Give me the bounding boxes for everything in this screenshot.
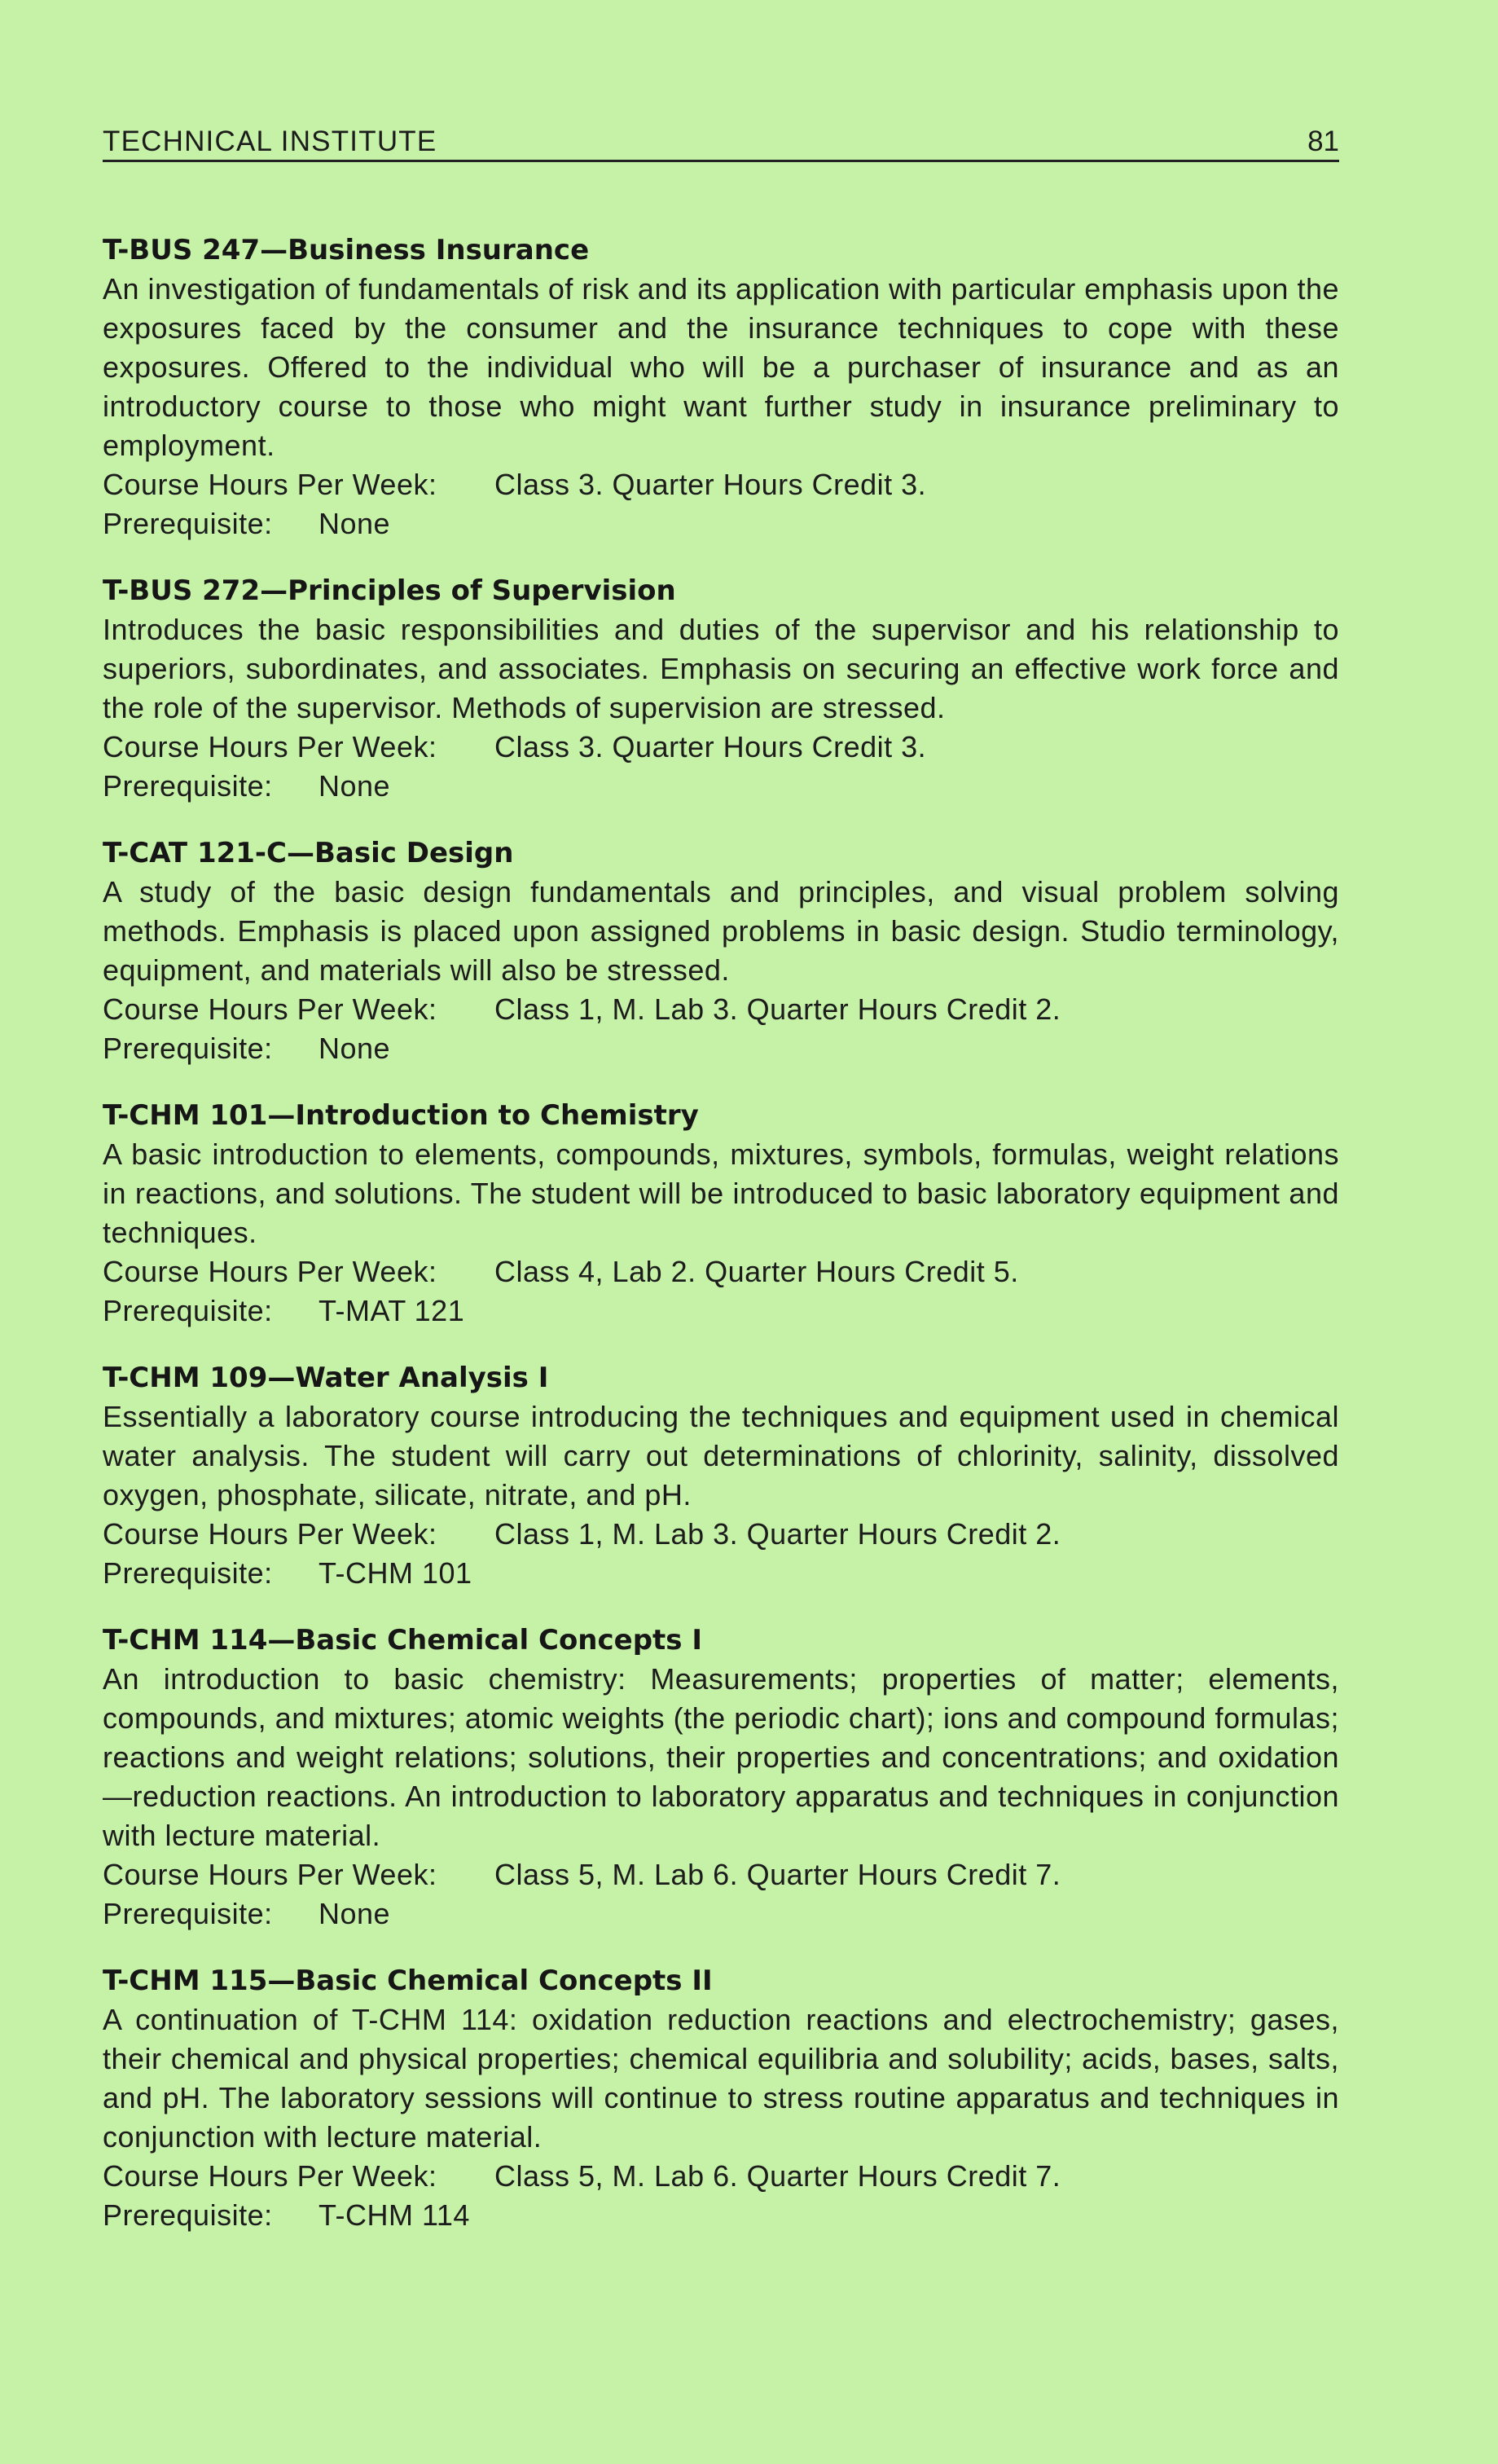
prerequisite-value: None (318, 1032, 391, 1065)
course-title: T-CHM 101—Introduction to Chemistry (103, 1099, 699, 1132)
course-title: T-CHM 115—Basic Chemical Concepts II (103, 1965, 713, 1997)
course-prerequisite (103, 1291, 1339, 1331)
prerequisite-value: None (318, 1897, 391, 1930)
course-hours-value: Class 4, Lab 2. Quarter Hours Credit 5. (494, 1255, 1019, 1288)
course-entry-t-chm-101 (103, 1096, 1339, 1331)
prerequisite-label: Prerequisite: (103, 1556, 273, 1590)
course-hours-label: Course Hours Per Week: (103, 1858, 437, 1891)
course-hours-label: Course Hours Per Week: (103, 1255, 437, 1288)
prerequisite-value: T-CHM 114 (318, 2198, 470, 2232)
course-hours (103, 1252, 1339, 1291)
course-hours-label: Course Hours Per Week: (103, 992, 437, 1026)
course-entry-t-chm-115 (103, 1961, 1339, 2235)
course-hours-value: Class 5, M. Lab 6. Quarter Hours Credit 7. (494, 1858, 1061, 1891)
course-hours (103, 990, 1339, 1029)
course-hours-label: Course Hours Per Week: (103, 468, 437, 501)
course-title: T-CHM 114—Basic Chemical Concepts I (103, 1624, 703, 1657)
course-hours-value: Class 5, M. Lab 6. Quarter Hours Credit 7. (494, 2159, 1061, 2193)
course-description: A study of the basic design fundamentals and principles, and visual problem solving methods. Emphasis is placed upon assigned problems in basic design. Studio terminology, equipment, and materials will also be stressed. (103, 875, 1339, 987)
course-hours (103, 2157, 1339, 2196)
course-description: An introduction to basic chemistry: Measurements; properties of matter; elements, compounds, and mixtures; atomic weights (the periodic chart); ions and compound formulas; reactions and weight relations; solutions, their properties and concentrations; and oxidation—reduction reactions. An introduction to laboratory apparatus and techniques in conjunction with lecture material. (103, 1662, 1339, 1852)
course-hours (103, 1855, 1339, 1894)
prerequisite-label: Prerequisite: (103, 1032, 273, 1065)
course-description: A continuation of T-CHM 114: oxidation reduction reactions and electrochemistry; gases, their chemical and physical properties; chemical equilibria and solubility; acids, bases, salts, and pH. The laboratory sessions will continue to stress routine apparatus and techniques in conjunction with lecture material. (103, 2003, 1339, 2154)
course-entry-t-bus-272 (103, 571, 1339, 806)
course-hours (103, 465, 1339, 504)
prerequisite-value: T-CHM 101 (318, 1556, 472, 1590)
page-header (103, 121, 1339, 162)
course-hours (103, 728, 1339, 767)
prerequisite-label: Prerequisite: (103, 1294, 273, 1327)
running-head-title: TECHNICAL INSTITUTE (103, 125, 437, 157)
course-hours (103, 1515, 1339, 1554)
course-title: T-BUS 272—Principles of Supervision (103, 574, 676, 607)
course-entry-t-chm-109 (103, 1358, 1339, 1593)
course-hours-label: Course Hours Per Week: (103, 2159, 437, 2193)
course-hours-value: Class 3. Quarter Hours Credit 3. (494, 730, 927, 763)
prerequisite-value: None (318, 507, 391, 540)
prerequisite-label: Prerequisite: (103, 2198, 273, 2232)
course-prerequisite (103, 2196, 1339, 2235)
prerequisite-value: None (318, 769, 391, 803)
prerequisite-label: Prerequisite: (103, 1897, 273, 1930)
course-description: An investigation of fundamentals of risk and its application with particular emphasis upon the exposures faced by the consumer and the insurance techniques to cope with these exposures. Offered to the individual who will be a purchaser of insurance and as an introductory course to those who might want further study in insurance preliminary to employment. (103, 272, 1339, 462)
prerequisite-value: T-MAT 121 (318, 1294, 465, 1327)
course-description: Essentially a laboratory course introducing the techniques and equipment used in chemical water analysis. The student will carry out determinations of chlorinity, salinity, dissolved oxygen, phosphate, silicate, nitrate, and pH. (103, 1400, 1339, 1511)
prerequisite-label: Prerequisite: (103, 507, 273, 540)
course-description: Introduces the basic responsibilities and duties of the supervisor and his relationship to superiors, subordinates, and associates. Emphasis on securing an effective work force and the role of the supervisor. Methods of supervision are stressed. (103, 613, 1339, 724)
course-hours-value: Class 1, M. Lab 3. Quarter Hours Credit 2. (494, 1517, 1061, 1551)
course-prerequisite (103, 767, 1339, 806)
course-hours-label: Course Hours Per Week: (103, 730, 437, 763)
course-title: T-CAT 121-C—Basic Design (103, 837, 514, 869)
course-title: T-CHM 109—Water Analysis I (103, 1362, 549, 1394)
page-number: 81 (1307, 125, 1339, 157)
course-hours-value: Class 1, M. Lab 3. Quarter Hours Credit 2. (494, 992, 1061, 1026)
course-prerequisite (103, 1894, 1339, 1934)
course-entry-t-cat-121-c (103, 834, 1339, 1068)
course-entry-t-bus-247 (103, 231, 1339, 543)
course-prerequisite (103, 504, 1339, 543)
course-title: T-BUS 247—Business Insurance (103, 234, 590, 266)
course-list (103, 231, 1339, 2263)
course-entry-t-chm-114 (103, 1621, 1339, 1934)
course-description: A basic introduction to elements, compounds, mixtures, symbols, formulas, weight relations in reactions, and solutions. The student will be introduced to basic laboratory equipment and techniques. (103, 1137, 1339, 1249)
course-hours-value: Class 3. Quarter Hours Credit 3. (494, 468, 927, 501)
course-hours-label: Course Hours Per Week: (103, 1517, 437, 1551)
course-prerequisite (103, 1029, 1339, 1068)
prerequisite-label: Prerequisite: (103, 769, 273, 803)
course-prerequisite (103, 1554, 1339, 1593)
